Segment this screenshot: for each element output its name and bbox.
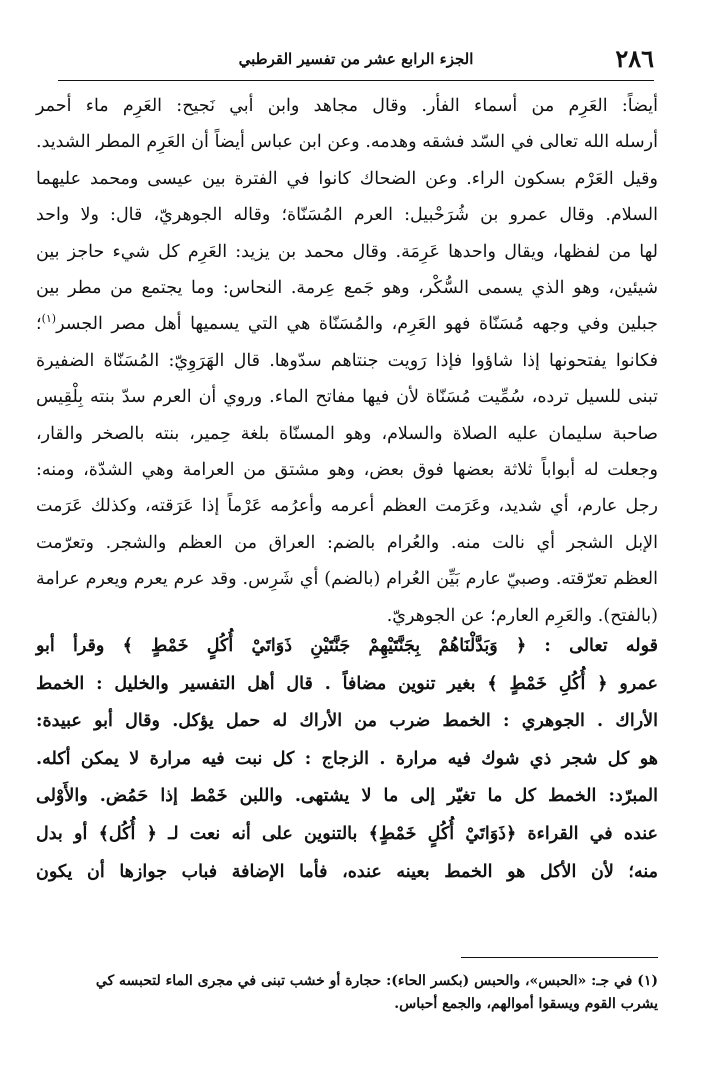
text-line: منه؛ لأن الأكل هو الخمط بعينه عنده، فأما الإضافة فباب جوازها أن يكون [36,861,658,882]
footnote-divider [461,957,658,958]
text-segment: قوله تعالى : [526,636,659,656]
main-paragraph [36,88,658,634]
text-line: وجعلت له أبواباً ثلاثة بعضها فوق بعض، وهو مشتق من العرامة وهي الشدّة، ومنه: [36,460,658,481]
text-line [36,816,658,854]
text-line [36,666,658,704]
quran-verse: ﴿ أُكُلِ خَمْطٍ ﴾ [487,673,608,694]
text-line: شيئين، وهو الذي يسمى السُّكْر، وهو جَمع عِرمة. النحاس: وما يجتمع من مطر بين [36,278,658,299]
page-header [58,40,654,81]
text-segment: بغير تنوين مضافاً . قال أهل التفسير والخليل : الخمط [36,673,488,694]
text-segment: بالتنوين على أنه نعت لـ [156,823,369,844]
text-segment: أو بدل [36,823,99,844]
text-line: السلام. وقال عمرو بن شُرَحْبيل: العرم المُسَنّاة؛ وقاله الجوهريّ، قال: ولا واحد [36,205,658,226]
text-line: فكانوا يفتحونها إذا شاؤوا فإذا رَويت جنتاهم سدّوها. قال الهَرَوِيّ: المُسَنّاة الضفيرة [36,350,658,371]
text-line: (بالفتح). والعَرِم العارم؛ عن الجوهريّ. [386,605,658,626]
text-segment: جبلين وفي وجهه مُسَنّاة فهو العَرِم، والمُسَنّاة هي التي يسميها أهل مصر الجسر [56,314,658,335]
text-line: الإبل الشجر أي نالت منه. والعُرام بالضم: العراق من العظم والشجر. وتعرّمت [36,532,658,553]
footnote-marker: (١) [41,312,57,326]
text-line: وقيل العَرْم بسكون الراء. وعن الضحاك كانوا في الفترة بين عيسى ومحمد عليهما [36,168,658,189]
page-number: ٢٨٦ [615,44,654,73]
text-line: لها من لفظها، ويقال واحدها عَرِمَة. وقال محمد بن يزيد: العَرِم كل شيء حاجز بين [36,241,658,262]
text-segment: عنده في القراءة [516,823,658,844]
text-line: العظم تعرّقته. وصبيّ عارم بَيِّن العُرام (بالضم) أي شَرِس. وقد عرم يعرم ويعرم عرامة [36,569,658,590]
text-line [36,306,658,342]
quran-verse: ﴿ذَوَاتَيْ أُكُلٍ خَمْطٍ﴾ [368,823,517,844]
text-line: رجل عارم، أي شديد، وعَرَمت العظم أعرمه وأعرُمه عَرْماً إذا عَرَقته، وكذلك عَرَمت [36,496,658,517]
text-line: تبنى للسيل ترده، سُمِّيت مُسَنّاة لأن فيها مفاتح الماء. وروي أن العرم سدّ بنته بِلْقِيس [36,387,658,408]
text-line: المبرّد: الخمط كل ما تغيّر إلى ما لا يشتهى. واللبن خَمْط إذا حَمُض. والأَوْلى [36,786,658,807]
text-line: الأراك . الجوهري : الخمط ضرب من الأراك له حمل يؤكل. وقال أبو عبيدة: [36,711,658,732]
footnote-line: يشرب القوم ويسقوا أموالهم، والجمع أحباس. [394,996,658,1012]
punctuation: ؛ [36,314,42,335]
text-line: أرسله الله تعالى في السّد فشقه وهدمه. وعن ابن عباس أيضاً أن العَرِم المطر الشديد. [36,132,658,153]
text-line: صاحبة سليمان عليه الصلاة والسلام، وهو المسنّاة بلغة حِمير، بنته بالصخر والقار، [36,423,658,444]
text-segment: وقرأ أبو [36,636,123,656]
running-title: الجزء الرابع عشر من تفسير القرطبي [238,50,474,68]
text-line: أيضاً: العَرِم من أسماء الفأر. وقال مجاهد وابن أبي نَجيح: العَرِم ماء أحمر [36,96,658,116]
text-line [36,628,658,666]
commentary-paragraph [36,628,658,891]
text-line: هو كل شجر ذي شوك فيه مرارة . الزجاج : كل نبت فيه مرارة لا يمكن أكله. [36,748,658,769]
footnotes [36,970,658,1016]
quran-verse: ﴿ وَبَدَّلْنَاهُمْ بِجَنَّتَيْهِمْ جَنَّتَيْنِ ذَوَاتَيْ أُكُلٍ خَمْطٍ ﴾ [122,636,527,656]
text-segment: عمرو [607,673,659,694]
footnote-line: (١) في جـ: «الحبس»، والحبس (بكسر الحاء): حجارة أو خشب تبنى في مجرى الماء لتحبسه كي [95,973,658,989]
quran-verse: ﴿ أُكُل﴾ [98,823,157,844]
